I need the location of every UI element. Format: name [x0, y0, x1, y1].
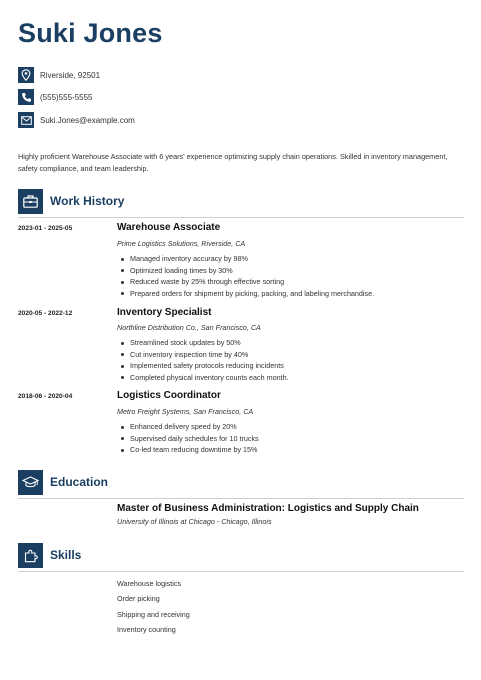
job-bullets — [117, 337, 289, 383]
job-dates: 2023-01 - 2025-05 — [18, 225, 73, 232]
education-title: Education — [50, 475, 109, 489]
job-bullets — [117, 421, 259, 456]
graduation-cap-icon — [18, 470, 43, 495]
job-company: Metro Freight Systems, San Francisco, CA — [117, 407, 254, 416]
section-divider — [18, 217, 464, 218]
job-bullet: Implemented safety protocols reducing incidents — [117, 360, 289, 372]
education-school: University of Illinois at Chicago - Chicago, Illinois — [117, 517, 272, 526]
job-bullet: Cut inventory inspection time by 40% — [117, 349, 289, 361]
contact-email — [18, 112, 135, 128]
job-bullet: Managed inventory accuracy by 98% — [117, 253, 374, 265]
resume-name: Suki Jones — [18, 18, 163, 48]
job-dates: 2018-06 - 2020-04 — [18, 393, 73, 400]
job-bullet: Completed physical inventory counts each month. — [117, 372, 289, 384]
job-bullet: Optimized loading times by 30% — [117, 265, 374, 277]
job-company: Prime Logistics Solutions, Riverside, CA — [117, 239, 246, 248]
skills-title: Skills — [50, 548, 82, 562]
education-header — [18, 470, 464, 496]
work-history-header — [18, 189, 464, 215]
professional-summary: Highly proficient Warehouse Associate with 6 years' experience optimizing supply chain operations. Skilled in inventory management, safety compliance, and team leadership. — [18, 152, 448, 173]
job-company: Northline Distribution Co., San Francisco, CA — [117, 323, 261, 332]
briefcase-icon — [18, 189, 43, 214]
email-text: Suki.Jones@example.com — [40, 115, 135, 125]
puzzle-icon — [18, 543, 43, 568]
job-bullet: Reduced waste by 25% through effective sorting — [117, 276, 374, 288]
location-text: Riverside, 92501 — [40, 70, 101, 80]
contact-phone — [18, 89, 92, 105]
job-bullets — [117, 253, 374, 299]
job-bullet: Prepared orders for shipment by picking, packing, and labeling merchandise. — [117, 288, 374, 300]
phone-text: (555)555-5555 — [40, 92, 93, 102]
skills-header — [18, 543, 464, 569]
job-title: Logistics Coordinator — [117, 390, 221, 401]
contact-location — [18, 67, 100, 83]
job-title: Warehouse Associate — [117, 222, 221, 233]
skill-item: Inventory counting — [117, 625, 176, 635]
job-bullet: Enhanced delivery speed by 20% — [117, 421, 259, 433]
section-divider — [18, 498, 464, 499]
job-title: Inventory Specialist — [117, 307, 212, 318]
job-bullet: Supervised daily schedules for 10 trucks — [117, 433, 259, 445]
education-degree: Master of Business Administration: Logistics and Supply Chain — [117, 503, 419, 514]
envelope-icon — [18, 112, 34, 128]
section-divider — [18, 571, 464, 572]
skill-item: Order picking — [117, 594, 160, 604]
skills-list — [117, 576, 190, 638]
work-history-title: Work History — [50, 194, 125, 208]
skill-item: Warehouse logistics — [117, 579, 182, 588]
job-bullet: Co-led team reducing downtime by 15% — [117, 444, 259, 456]
phone-icon — [18, 89, 34, 105]
job-dates: 2020-05 - 2022-12 — [18, 310, 73, 317]
job-bullet: Streamlined stock updates by 50% — [117, 337, 289, 349]
skill-item: Shipping and receiving — [117, 609, 190, 619]
map-pin-icon — [18, 67, 34, 83]
